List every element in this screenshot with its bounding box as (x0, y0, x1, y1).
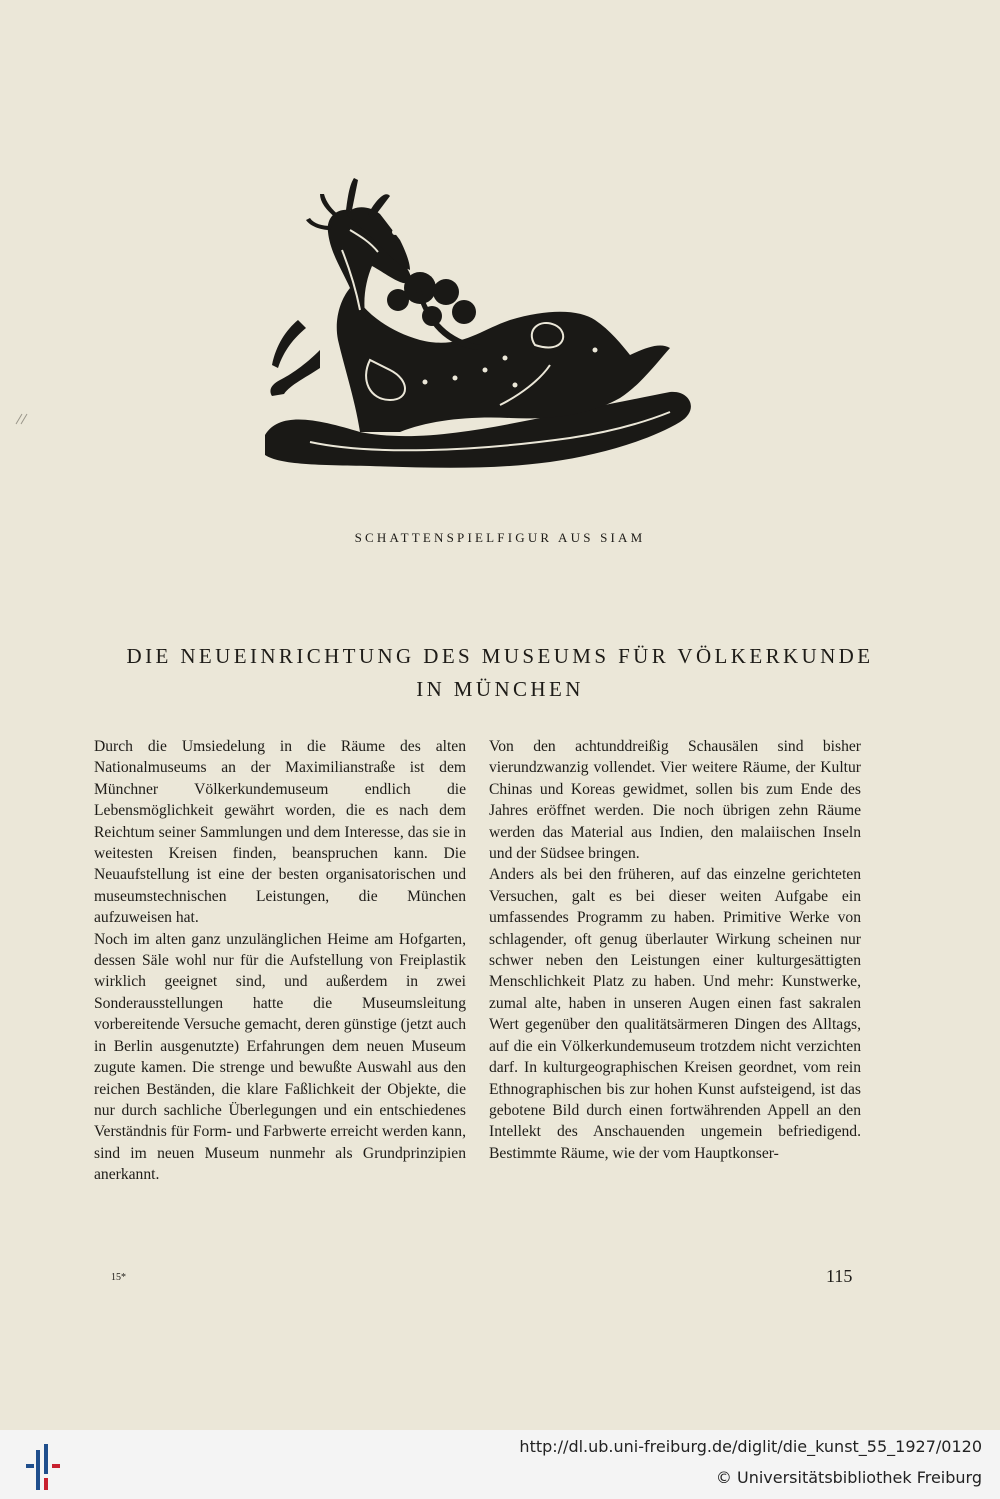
text-column-left (94, 736, 466, 1186)
headline-line-1: DIE NEUEINRICHTUNG DES MUSEUMS FÜR VÖLKERKUNDE (126, 644, 874, 668)
paragraph: Anders als bei den früheren, auf das einzelne gerichteten Versuchen, galt es bei dieser weiten Aufgabe ein umfassendes Programm zu haben. Primitive Werke von schlagender, oft genug überlauter Wirkung scheinen nur schwer neben den Leistungen einer kulturgesättigten Menschlichkeit Platz zu haben. Und mehr: Kunstwerke, zumal alte, haben in unseren Augen einen fast sakralen Wert gegenüber den qualitätsärmeren Dingen des Alltags, auf die ein Völkerkundemuseum trotzdem nicht verzichten darf. In kulturgeographischen Kreisen geordnet, vom rein Ethnographischen bis zur hohen Kunst aufsteigend, ist das gebotene Bild durch einen fortwährenden Appell an den Intellekt des Anschauenden ungemein befriedigend. Bestimmte Räume, wie der vom Hauptkonser- (489, 866, 861, 1162)
paragraph: Noch im alten ganz unzulänglichen Heime am Hofgarten, dessen Säle wohl nur für die Aufstellung von Freiplastik wirklich geeignet sind, und außerdem in zwei Sonderausstellungen hatte die Museumsleitung vorbereitende Versuche gemacht, deren günstige (jetzt auch in Berlin ausgenutzte) Erfahrungen dem neuen Museum zugute kamen. Die strenge und bewußte Auswahl aus den reichen Beständen, die klare Faßlichkeit der Objekte, die nur durch sachliche Überlegungen und ein entschiedenes Verständnis für Form- und Farbwerte erreicht werden kann, sind im neuen Museum nunmehr als Grundprinzipien anerkannt. (94, 930, 466, 1184)
ub-freiburg-logo-icon (22, 1440, 66, 1492)
shadow-puppet-illustration (250, 170, 710, 500)
signature-mark: 15* (111, 1272, 126, 1283)
source-url-link[interactable]: http://dl.ub.uni-freiburg.de/diglit/die_kunst_55_1927/0120 (519, 1437, 982, 1456)
article-headline (0, 640, 1000, 706)
paragraph: Durch die Umsiedelung in die Räume des alten Nationalmuseums an der Maximilianstraße ist dem Münchner Völkerkundemuseum endlich die Lebensmöglichkeit gewährt worden, die es nach dem Reichtum seiner Sammlungen und dem Interesse, das sie in weitesten Kreisen finden, beanspruchen kann. Die Neuaufstellung ist eine der besten organisatorischen und museumstechnischen Leistungen, die München aufzuweisen hat. (94, 738, 466, 927)
footer-bar (0, 1430, 1000, 1499)
text-column-right (489, 736, 861, 1164)
paragraph: Von den achtunddreißig Schausälen sind bisher vierundzwanzig vollendet. Vier weitere Räume, der Kultur Chinas und Koreas gewidmet, sollen bis zum Ende des Jahres eröffnet werden. Die noch übrigen zehn Räume werden das Material aus Indien, den malaiischen Inseln und der Südsee bringen. (489, 738, 861, 863)
illustration-caption: SCHATTENSPIELFIGUR AUS SIAM (354, 530, 646, 545)
deer-silhouette-icon (250, 170, 710, 500)
page-number: 115 (826, 1266, 853, 1286)
headline-line-2: IN MÜNCHEN (416, 677, 584, 701)
pencil-mark-icon (14, 412, 30, 426)
copyright-notice: © Universitätsbibliothek Freiburg (715, 1468, 982, 1487)
